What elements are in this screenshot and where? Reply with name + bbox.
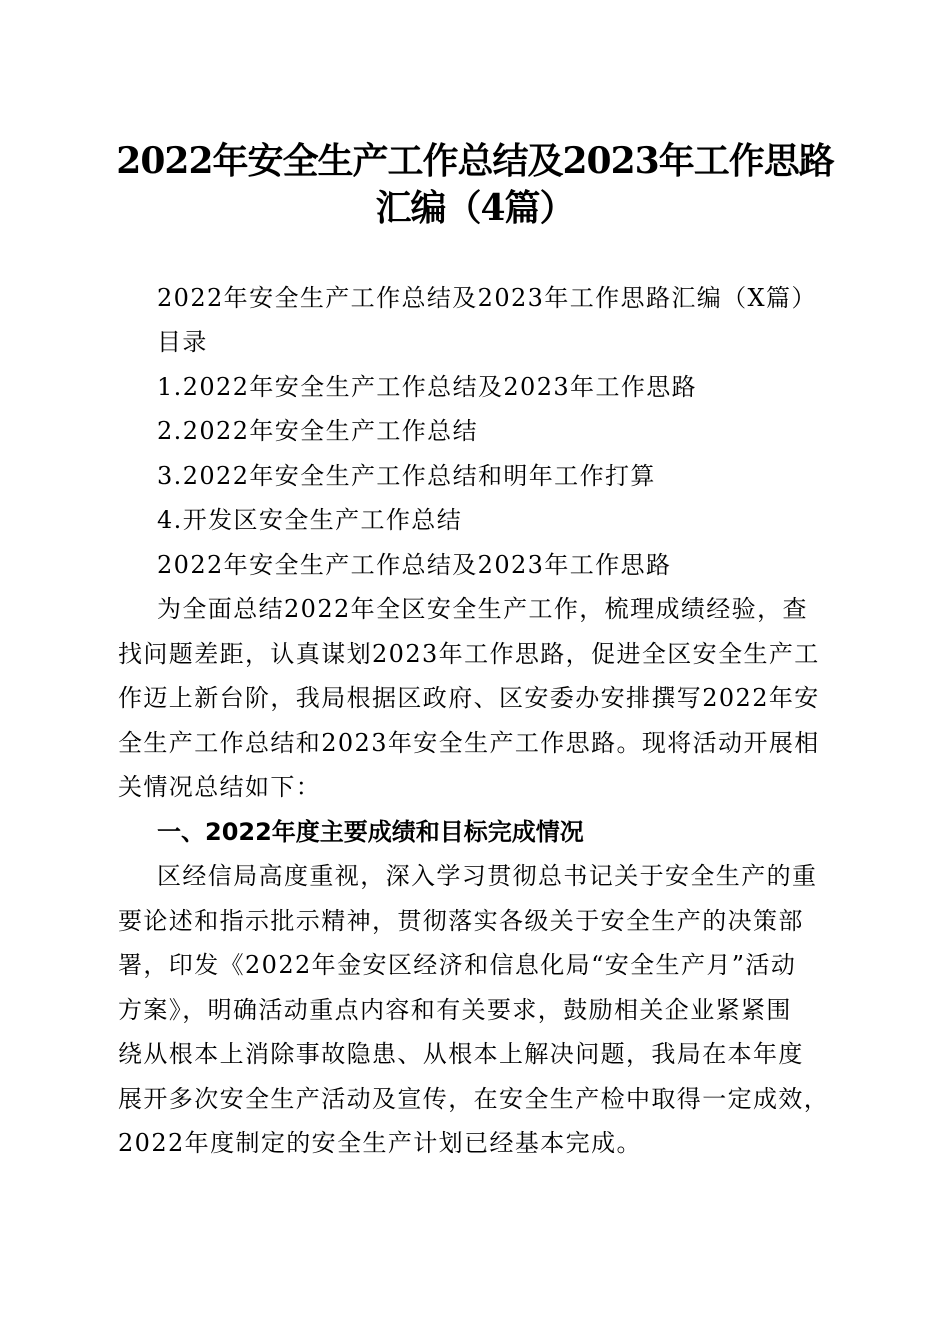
toc-label: 目录 bbox=[157, 328, 208, 356]
intro-line-2: 找问题差距，认真谋划2023年工作思路，促进全区安全生产工 bbox=[118, 640, 820, 668]
document-title-line-2: 汇编（4篇） bbox=[375, 187, 575, 229]
intro-line-4: 全生产工作总结和2023年安全生产工作思路。现将活动开展相 bbox=[118, 729, 820, 757]
toc-item-2: 2.2022年安全生产工作总结 bbox=[157, 417, 478, 445]
document-subtitle: 2022年安全生产工作总结及2023年工作思路汇编（X篇） bbox=[157, 284, 817, 312]
toc-item-4: 4.开发区安全生产工作总结 bbox=[157, 506, 463, 534]
document-title-line-1: 2022年安全生产工作总结及2023年工作思路 bbox=[116, 140, 834, 182]
heading-1: 一、2022年度主要成绩和目标完成情况 bbox=[157, 818, 584, 846]
body-line-6: 展开多次安全生产活动及宣传，在安全生产检中取得一定成效， bbox=[118, 1085, 830, 1113]
intro-line-3: 作迈上新台阶，我局根据区政府、区安委办安排撰写2022年安 bbox=[118, 684, 820, 712]
body-line-3: 署，印发《2022年金安区经济和信息化局“安全生产月”活动 bbox=[118, 951, 797, 979]
body-line-5: 绕从根本上消除事故隐患、从根本上解决问题，我局在本年度 bbox=[118, 1040, 804, 1068]
intro-line-5: 关情况总结如下： bbox=[118, 773, 322, 801]
body-line-2: 要论述和指示批示精神，贯彻落实各级关于安全生产的决策部 bbox=[118, 907, 804, 935]
toc-item-1: 1.2022年安全生产工作总结及2023年工作思路 bbox=[157, 373, 698, 401]
section-title: 2022年安全生产工作总结及2023年工作思路 bbox=[157, 551, 672, 579]
body-line-4: 方案》，明确活动重点内容和有关要求，鼓励相关企业紧紧围 bbox=[118, 996, 792, 1024]
body-line-1: 区经信局高度重视，深入学习贯彻总书记关于安全生产的重 bbox=[157, 862, 818, 890]
intro-line-1: 为全面总结2022年全区安全生产工作，梳理成绩经验，查 bbox=[157, 595, 808, 623]
body-line-7: 2022年度制定的安全生产计划已经基本完成。 bbox=[118, 1129, 642, 1157]
toc-item-3: 3.2022年安全生产工作总结和明年工作打算 bbox=[157, 462, 656, 490]
